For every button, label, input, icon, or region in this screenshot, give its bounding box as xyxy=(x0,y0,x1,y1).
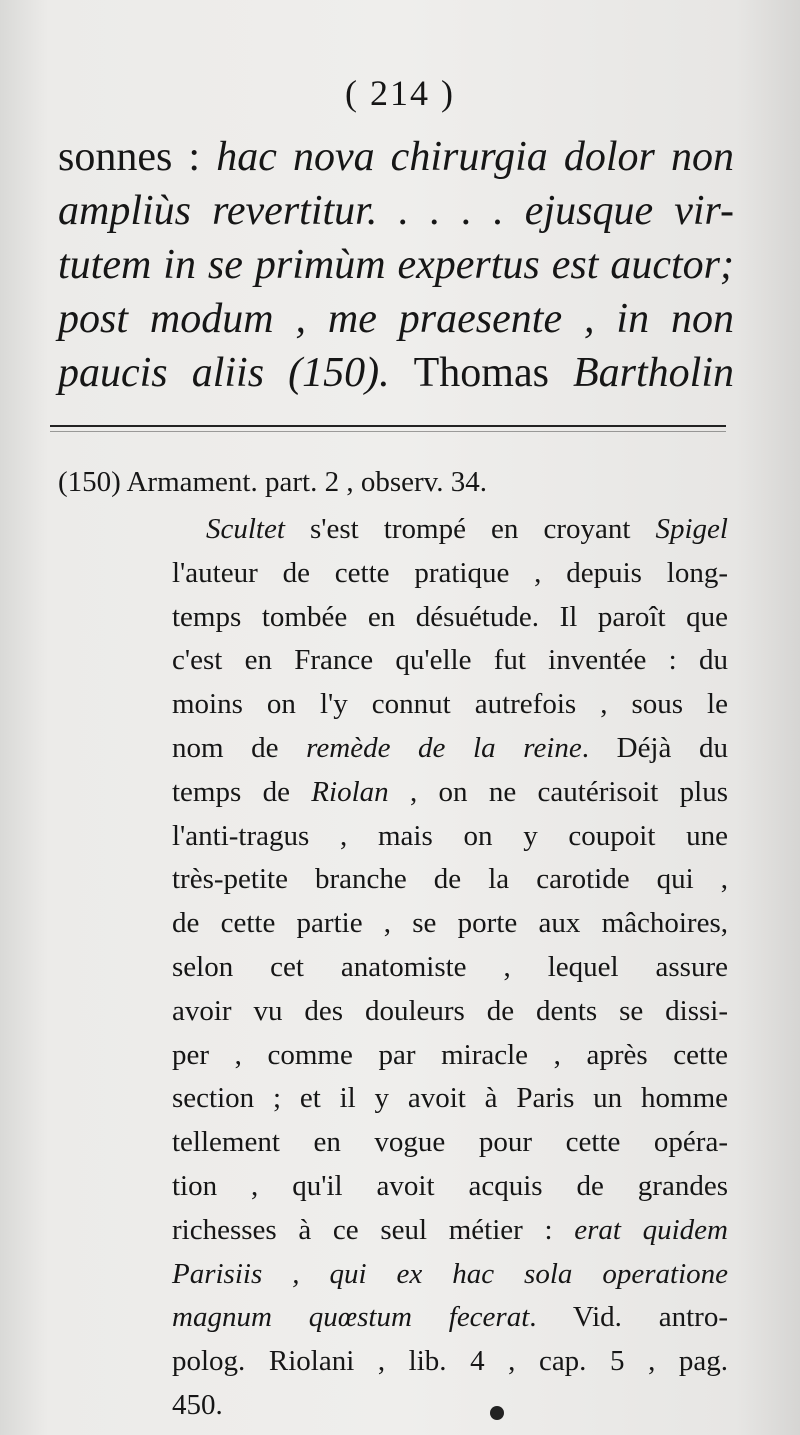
footnote-line-segment: temps de xyxy=(172,775,312,808)
footnote-line-segment: avoir vu des douleurs de dents se dissi- xyxy=(172,994,728,1027)
footnote-line-segment: section ; et il y avoit à Paris un homme xyxy=(172,1082,728,1115)
footnote-separator-shadow xyxy=(50,431,726,432)
main-text-line-segment: hac nova chirurgia dolor non xyxy=(216,134,734,180)
footnote-line xyxy=(172,683,728,727)
footnote-body xyxy=(172,508,728,1428)
footnote-line-segment: l'auteur de cette pratique , depuis long- xyxy=(172,556,728,589)
main-text-block xyxy=(58,130,734,400)
footnote-line-segment: moins on l'y connut autrefois , sous le xyxy=(172,688,728,721)
footnote-line-segment: Parisiis , qui ex hac sola operatione xyxy=(172,1257,728,1290)
footnote-line-segment: c'est en France qu'elle fut inventée : du xyxy=(172,644,728,677)
main-text-line-segment: paucis aliis (150). xyxy=(58,350,414,396)
main-text-line-segment: Bartholin xyxy=(572,350,734,396)
footnote-line xyxy=(172,771,728,815)
footnote-line xyxy=(172,1077,728,1121)
footnote-line xyxy=(172,727,728,771)
main-text-line-segment: sonnes : xyxy=(58,134,217,180)
footnote-line xyxy=(172,508,728,552)
footnote-line xyxy=(172,1034,728,1078)
footnote-line xyxy=(172,639,728,683)
footnote-line-segment: tellement en vogue pour cette opéra- xyxy=(172,1126,728,1159)
footnote-line xyxy=(172,858,728,902)
page-number: ( 214 ) xyxy=(345,73,455,113)
ink-smudge xyxy=(490,1406,504,1420)
footnote-line xyxy=(172,1296,728,1340)
main-text-line-segment: post modum , me praesente , in non xyxy=(58,296,734,342)
footnote-line xyxy=(172,902,728,946)
footnote-separator-rule xyxy=(50,425,726,427)
footnote-line-segment: nom de xyxy=(172,731,307,764)
footnote-line xyxy=(172,990,728,1034)
main-text-line-segment: ampliùs revertitur. . . . . ejusque vir- xyxy=(58,188,734,234)
footnote-line xyxy=(172,1384,728,1428)
footnote-line-segment: . Vid. antro- xyxy=(529,1301,729,1334)
footnote-line xyxy=(172,1340,728,1384)
footnote-line xyxy=(172,1121,728,1165)
main-text-line xyxy=(58,292,734,346)
footnote-line-segment: magnum quœstum fecerat xyxy=(172,1301,530,1334)
footnote-line-segment: Spigel xyxy=(655,513,728,545)
footnote-line-segment: temps tombée en désuétude. Il paroît que xyxy=(172,600,728,633)
footnote-heading: (150) Armament. part. 2 , observ. 34. xyxy=(58,466,487,498)
footnote-line-segment: remède de la reine xyxy=(306,731,582,764)
main-text-line xyxy=(58,130,734,184)
footnote-line xyxy=(172,552,728,596)
main-text-line xyxy=(58,238,734,292)
footnote-line-segment: Scultet xyxy=(206,513,285,545)
footnote-line xyxy=(172,1209,728,1253)
footnote-line xyxy=(172,1165,728,1209)
main-text-line-segment: Thomas xyxy=(413,350,573,396)
footnote-line-segment: richesses à ce seul métier : xyxy=(172,1213,575,1246)
footnote-line-segment: erat quidem xyxy=(574,1213,728,1246)
footnote-line-segment: Riolan xyxy=(311,775,389,808)
footnote-line-segment: polog. Riolani , lib. 4 , cap. 5 , pag. xyxy=(172,1345,728,1378)
main-text-line-segment: tutem in se primùm expertus est auctor; xyxy=(58,242,734,288)
footnote-line-segment: l'anti-tragus , mais on y coupoit une xyxy=(172,819,728,852)
footnote-line xyxy=(172,815,728,859)
footnote-line xyxy=(172,596,728,640)
main-text-line xyxy=(58,346,734,400)
footnote-line-segment: tion , qu'il avoit acquis de grandes xyxy=(172,1169,728,1202)
footnote-line-segment: selon cet anatomiste , lequel assure xyxy=(172,950,728,983)
footnote-line xyxy=(172,946,728,990)
footnote-line-segment: très-petite branche de la carotide qui , xyxy=(172,863,728,896)
footnote-line-segment: . Déjà du xyxy=(581,731,728,764)
footnote-line-segment: s'est trompé en croyant xyxy=(284,513,656,545)
footnote-line xyxy=(172,1253,728,1297)
footnote-line-segment: de cette partie , se porte aux mâchoires, xyxy=(172,907,728,940)
footnote-line-segment: 450. xyxy=(172,1388,223,1421)
main-text-line xyxy=(58,184,734,238)
footnote-line-segment: , on ne cautérisoit plus xyxy=(388,775,728,808)
footnote-line-segment: per , comme par miracle , après cette xyxy=(172,1038,728,1071)
